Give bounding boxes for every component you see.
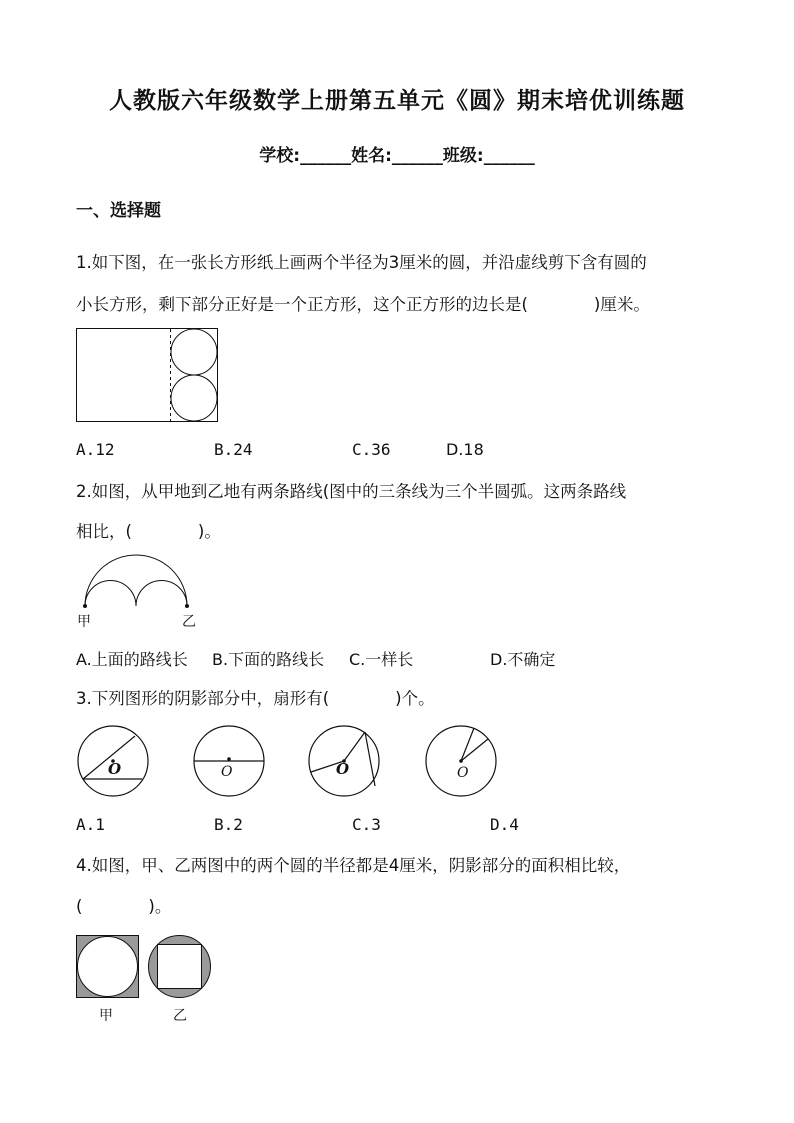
section-heading: 一、选择题 [76,201,161,221]
student-info-line: 学校:______姓名:______班级:______ [259,146,535,166]
q4-text-line2: ( )。 [76,897,172,916]
q1-option-b[interactable]: B.24 [214,440,253,459]
q3-center-label-3: O [336,760,350,778]
q1-option-a[interactable]: A.12 [76,440,115,459]
q2-label-start: 甲 [77,614,91,630]
q2-semicircle-routes-figure [76,552,196,612]
q4-text-line1: 4.如图，甲、乙两图中的两个圆的半径都是4厘米，阴影部分的面积相比较， [76,856,631,875]
q2-option-d[interactable]: D.不确定 [490,650,556,669]
q4-label-jia: 甲 [99,1008,113,1024]
q1-option-c[interactable]: C.36 [352,440,391,459]
q1-option-d[interactable]: D.18 [446,440,484,459]
q3-center-label-1: O [108,760,122,778]
q1-text-line1: 1.如下图，在一张长方形纸上画两个半径为3厘米的圆，并沿虚线剪下含有圆的 [76,253,647,272]
q3-circle-figure-4 [424,724,500,800]
q1-text-line2: 小长方形，剩下部分正好是一个正方形，这个正方形的边长是( )厘米。 [76,295,650,314]
q3-center-label-2: O [221,764,233,780]
q2-option-b[interactable]: B.下面的路线长 [212,650,325,669]
q4-figure-jia [76,935,140,999]
q3-option-c[interactable]: C.3 [352,815,381,834]
q3-option-b[interactable]: B.2 [214,815,243,834]
q2-text-line2: 相比，( )。 [76,522,221,541]
q3-circle-figure-2 [192,726,268,798]
q4-figure-yi [148,935,212,999]
q2-option-c[interactable]: C.一样长 [349,650,414,669]
page-title: 人教版六年级数学上册第五单元《圆》期末培优训练题 [109,88,685,114]
q3-text-line1: 3.下列图形的阴影部分中，扇形有( )个。 [76,689,435,708]
q3-center-label-4: O [457,765,469,781]
q2-label-end: 乙 [182,614,196,630]
q4-label-yi: 乙 [173,1008,187,1024]
q2-text-line1: 2.如图，从甲地到乙地有两条路线(图中的三条线为三个半圆弧。这两条路线 [76,482,627,501]
q3-option-a[interactable]: A.1 [76,815,105,834]
q2-option-a[interactable]: A.上面的路线长 [76,650,188,669]
q1-rectangle-circles-figure [76,328,220,424]
q3-option-d[interactable]: D.4 [490,815,519,834]
